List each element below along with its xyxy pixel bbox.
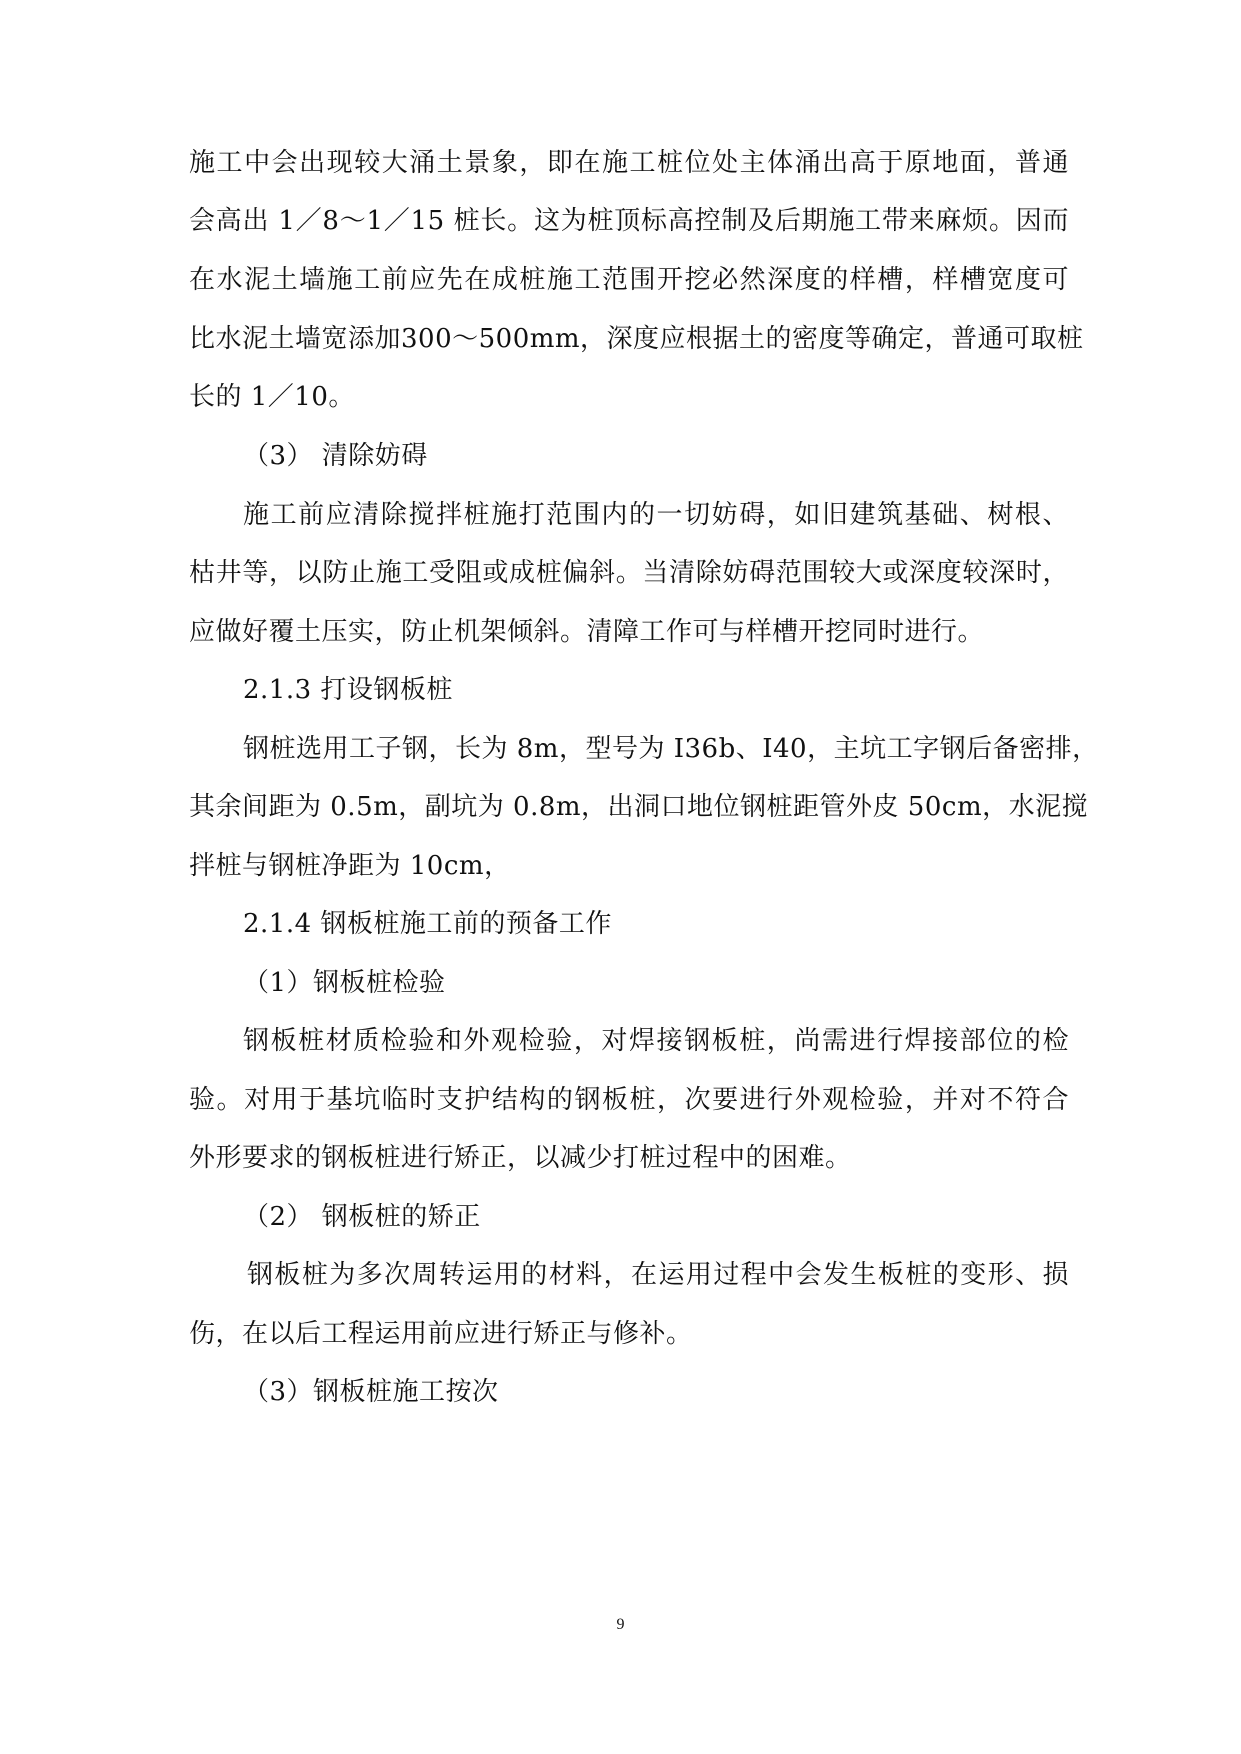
page-number: 9 <box>616 1616 625 1633</box>
paragraph-line: 施工前应清除搅拌桩施打范围内的一切妨碍，如旧建筑基础、树根、 <box>243 500 1069 530</box>
paragraph-line: 在水泥土墙施工前应先在成桩施工范围开挖必然深度的样槽，样槽宽度可 <box>189 265 1069 295</box>
paragraph-line: 钢板桩材质检验和外观检验，对焊接钢板桩，尚需进行焊接部位的检 <box>243 1026 1069 1056</box>
paragraph-line: 枯井等，以防止施工受阻或成桩偏斜。当清除妨碍范围较大或深度较深时， <box>189 558 1069 588</box>
paragraph-line: 长的 1／10。 <box>189 382 355 412</box>
paragraph-line: 钢板桩为多次周转运用的材料，在运用过程中会发生板桩的变形、损 <box>247 1260 1069 1290</box>
paragraph-line: 其余间距为 0.5m，副坑为 0.8m，出洞口地位钢桩距管外皮 50cm，水泥搅 <box>189 792 1089 822</box>
section-heading: （3） 清除妨碍 <box>243 441 428 471</box>
section-heading: 2.1.3 打设钢板桩 <box>243 675 453 705</box>
paragraph-line: 伤，在以后工程运用前应进行矫正与修补。 <box>189 1319 693 1349</box>
paragraph-line: 验。对用于基坑临时支护结构的钢板桩，次要进行外观检验，并对不符合 <box>189 1085 1069 1115</box>
paragraph-line: 会高出 1／8～1／15 桩长。这为桩顶标高控制及后期施工带来麻烦。因而 <box>189 206 1069 236</box>
section-heading: （3）钢板桩施工按次 <box>243 1377 499 1407</box>
section-heading: （2） 钢板桩的矫正 <box>243 1202 481 1232</box>
section-heading: 2.1.4 钢板桩施工前的预备工作 <box>243 909 612 939</box>
paragraph-line: 钢桩选用工子钢，长为 8m，型号为 I36b、I40，主坑工字钢后备密排， <box>243 734 1099 764</box>
paragraph-line: 拌桩与钢桩净距为 10cm， <box>189 851 511 881</box>
paragraph-line: 比水泥土墙宽添加300～500mm，深度应根据土的密度等确定，普通可取桩 <box>189 324 1084 354</box>
paragraph-line: 外形要求的钢板桩进行矫正，以减少打桩过程中的困难。 <box>189 1143 852 1173</box>
paragraph-line: 应做好覆土压实，防止机架倾斜。清障工作可与样槽开挖同时进行。 <box>189 617 985 647</box>
paragraph-line: 施工中会出现较大涌土景象，即在施工桩位处主体涌出高于原地面，普通 <box>189 148 1069 178</box>
section-heading: （1）钢板桩检验 <box>243 968 446 998</box>
